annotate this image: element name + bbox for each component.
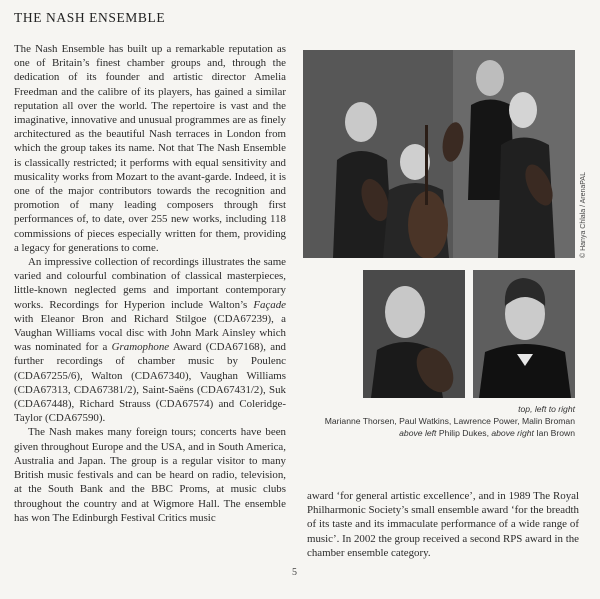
paragraph-awards: award ‘for general artistic excellence’, and in 1989 The Royal Philharmonic Society’s small ensemble award ‘for the breadth of its taste and its immaculate performance of a wide range of music’. In 2002 the group received a second RPS award in the chamber ensemble category. [307, 490, 579, 559]
caption-label-above-left: above left [399, 428, 437, 438]
caption-label-above-right: above right [491, 428, 534, 438]
paragraph-intro: The Nash Ensemble has built up a remarkable reputation as one of Britain’s finest chamber groups and, through the dedication of its founder and artistic director Amelia Freedman and the calibre of its players, has gained a similar reputation all over the world. The repertoire is vast and the imaginative, innovative and unusual programmes are as finely architectured as the beautiful Nash terraces in London from which the group takes its name. Not that The Nash Ensemble is classically restricted; it performs with equal sensitivity and musicality works from Mozart to the avant-garde. Indeed, it is one of the major contributors towards the recognition and promotion of many leading composers through first performances of, to date, over 255 new works, including 118 commissions of pieces especially written for them, providing a legacy for generations to come. [14, 43, 286, 254]
page-number: 5 [292, 567, 297, 578]
gramophone-title: Gramophone [111, 341, 170, 354]
recordings-text-a: An impressive collection of recordings illustrates the same varied and colourful combination of classical masterpieces, little-known neglected gems and important contemporary works. Recordings for Hyperion include Walton’s [14, 256, 286, 311]
facade-title: Façade [253, 298, 286, 311]
caption-line-top: top, left to right [518, 404, 575, 414]
caption-names-top: Marianne Thorsen, Paul Watkins, Lawrence Power, Malin Broman [324, 416, 575, 426]
paragraph-tours: The Nash makes many foreign tours; concerts have been given throughout Europe and the USA, and in South America, Australia and Japan. The group is a regular visitor to many British music festivals and can be heard on radio, television, at the South Bank and the BBC Proms, at music clubs throughout the country and at Wigmore Hall. The ensemble has won The Edinburgh Festival Critics music [14, 426, 286, 524]
right-text-column [307, 489, 579, 560]
portrait-photo-right [473, 270, 575, 398]
photo-credit: © Hanya Chlala / ArenaPAL [580, 172, 587, 258]
ensemble-group-photo [303, 50, 575, 258]
left-text-column [14, 42, 286, 525]
caption-line-above [315, 427, 575, 439]
paragraph-recordings [14, 255, 286, 425]
page-heading: THE NASH ENSEMBLE [14, 10, 166, 25]
photo-caption [315, 403, 575, 439]
recordings-text-c: Award (CDA67168), and further recordings of chamber music by Poulenc (CDA67255/6), Walton (CDA67340), Vaughan Williams (CDA67313, CDA67381/2), Saint-Saëns (CDA67431/2), Suk (CDA67448), Richard Strauss (CDA67574) and Coleridge-Taylor (CDA67590). [14, 341, 286, 425]
recordings-text-b: with Eleanor Bron and Richard Stilgoe (CDA67239), a Vaughan Williams vocal disc with John Mark Ainsley which was nominated for a [14, 312, 286, 354]
caption-name-above-right: Ian Brown [533, 428, 575, 438]
caption-name-above-left: Philip Dukes, [436, 428, 492, 438]
portrait-photo-left [363, 270, 465, 398]
